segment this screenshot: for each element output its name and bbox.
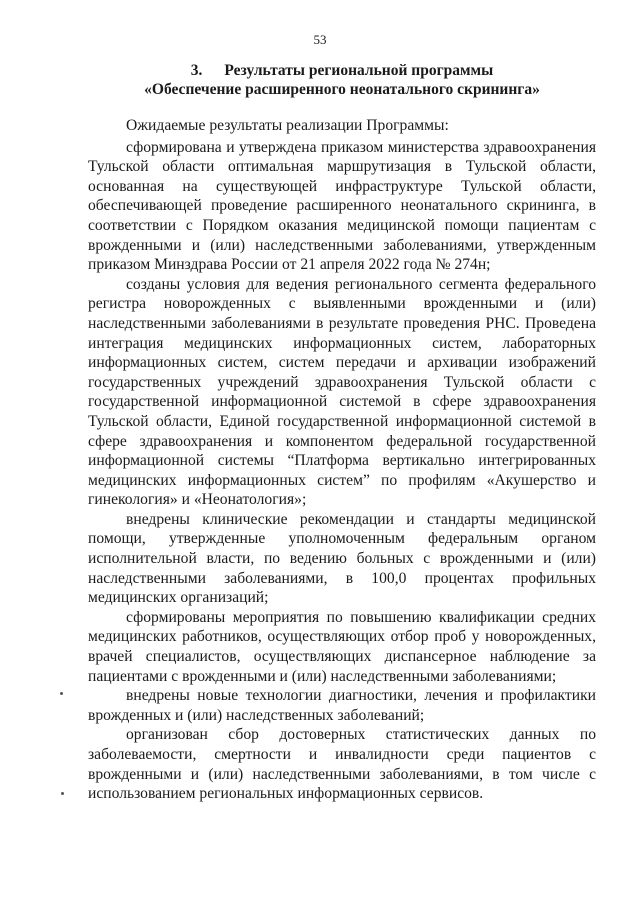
section-number: 3. — [190, 62, 203, 79]
scan-speck — [60, 692, 63, 695]
section-heading-line1 — [88, 61, 596, 80]
page-number: 53 — [313, 32, 327, 47]
paragraph-registry: созданы условия для ведения регионального сегмента федерального регистра новорожденных с выявленными врожденными и (или) наследственными заболеваниями в результате проведения РНС. Проведена интеграция медицинских информационных систем, лабораторных информационных систем, систем передачи и архивации изображений государственных учреждений здравоохранения Тульской области с государственной информационной системой в сфере здравоохранения Тульской области, Единой государственной информационной системой в сфере здравоохранения и компонентом федеральной государственной информационной системы “Платформа вертикально интегрированных медицинских информационных систем” по профилям «Акушерство и гинекология» и «Неонатология»; — [88, 275, 596, 509]
section-title: Результаты региональной программы — [224, 62, 494, 79]
paragraph-statistics: организован сбор достоверных статистических данных по заболеваемости, смертности и инвалидности среди пациентов с врожденными и (или) наследственными заболеваниями, в том числе с использованием региональных информационных сервисов. — [88, 726, 596, 803]
section-subtitle: «Обеспечение расширенного неонатального скрининга» — [144, 81, 540, 98]
paragraph-guidelines: внедрены клинические рекомендации и стандарты медицинской помощи, утвержденные уполномоченным федеральным органом исполнительной власти, по ведению больных с врожденными и (или) наследственными заболеваниями, в 100,0 процентах профильных медицинских организаций; — [88, 510, 596, 607]
scan-speck — [61, 792, 64, 795]
body-text — [88, 116, 596, 804]
section-heading — [88, 61, 596, 99]
paragraph-technologies: внедрены новые технологии диагностики, лечения и профилактики врожденных и (или) наследственных заболеваний; — [88, 687, 596, 724]
paragraph-training: сформированы мероприятия по повышению квалификации средних медицинских работников, осуществляющих отбор проб у новорожденных, врачей специалистов, осуществляющих диспансерное наблюдение за пациентами с врожденными и (или) наследственными заболеваниями; — [88, 608, 596, 685]
paragraph-routing: сформирована и утверждена приказом министерства здравоохранения Тульской области оптимальная маршрутизация в Тульской области, основанная на существующей инфраструктуре Тульской области, обеспечивающей проведение расширенного неонатального скрининга, в соответствии с Порядком оказания медицинской помощи пациентам с врожденными и (или) наследственными заболеваниями, утвержденным приказом Минздрава России от 21 апреля 2022 года № 274н; — [88, 138, 596, 274]
intro-paragraph: Ожидаемые результаты реализации Программы: — [126, 117, 449, 134]
